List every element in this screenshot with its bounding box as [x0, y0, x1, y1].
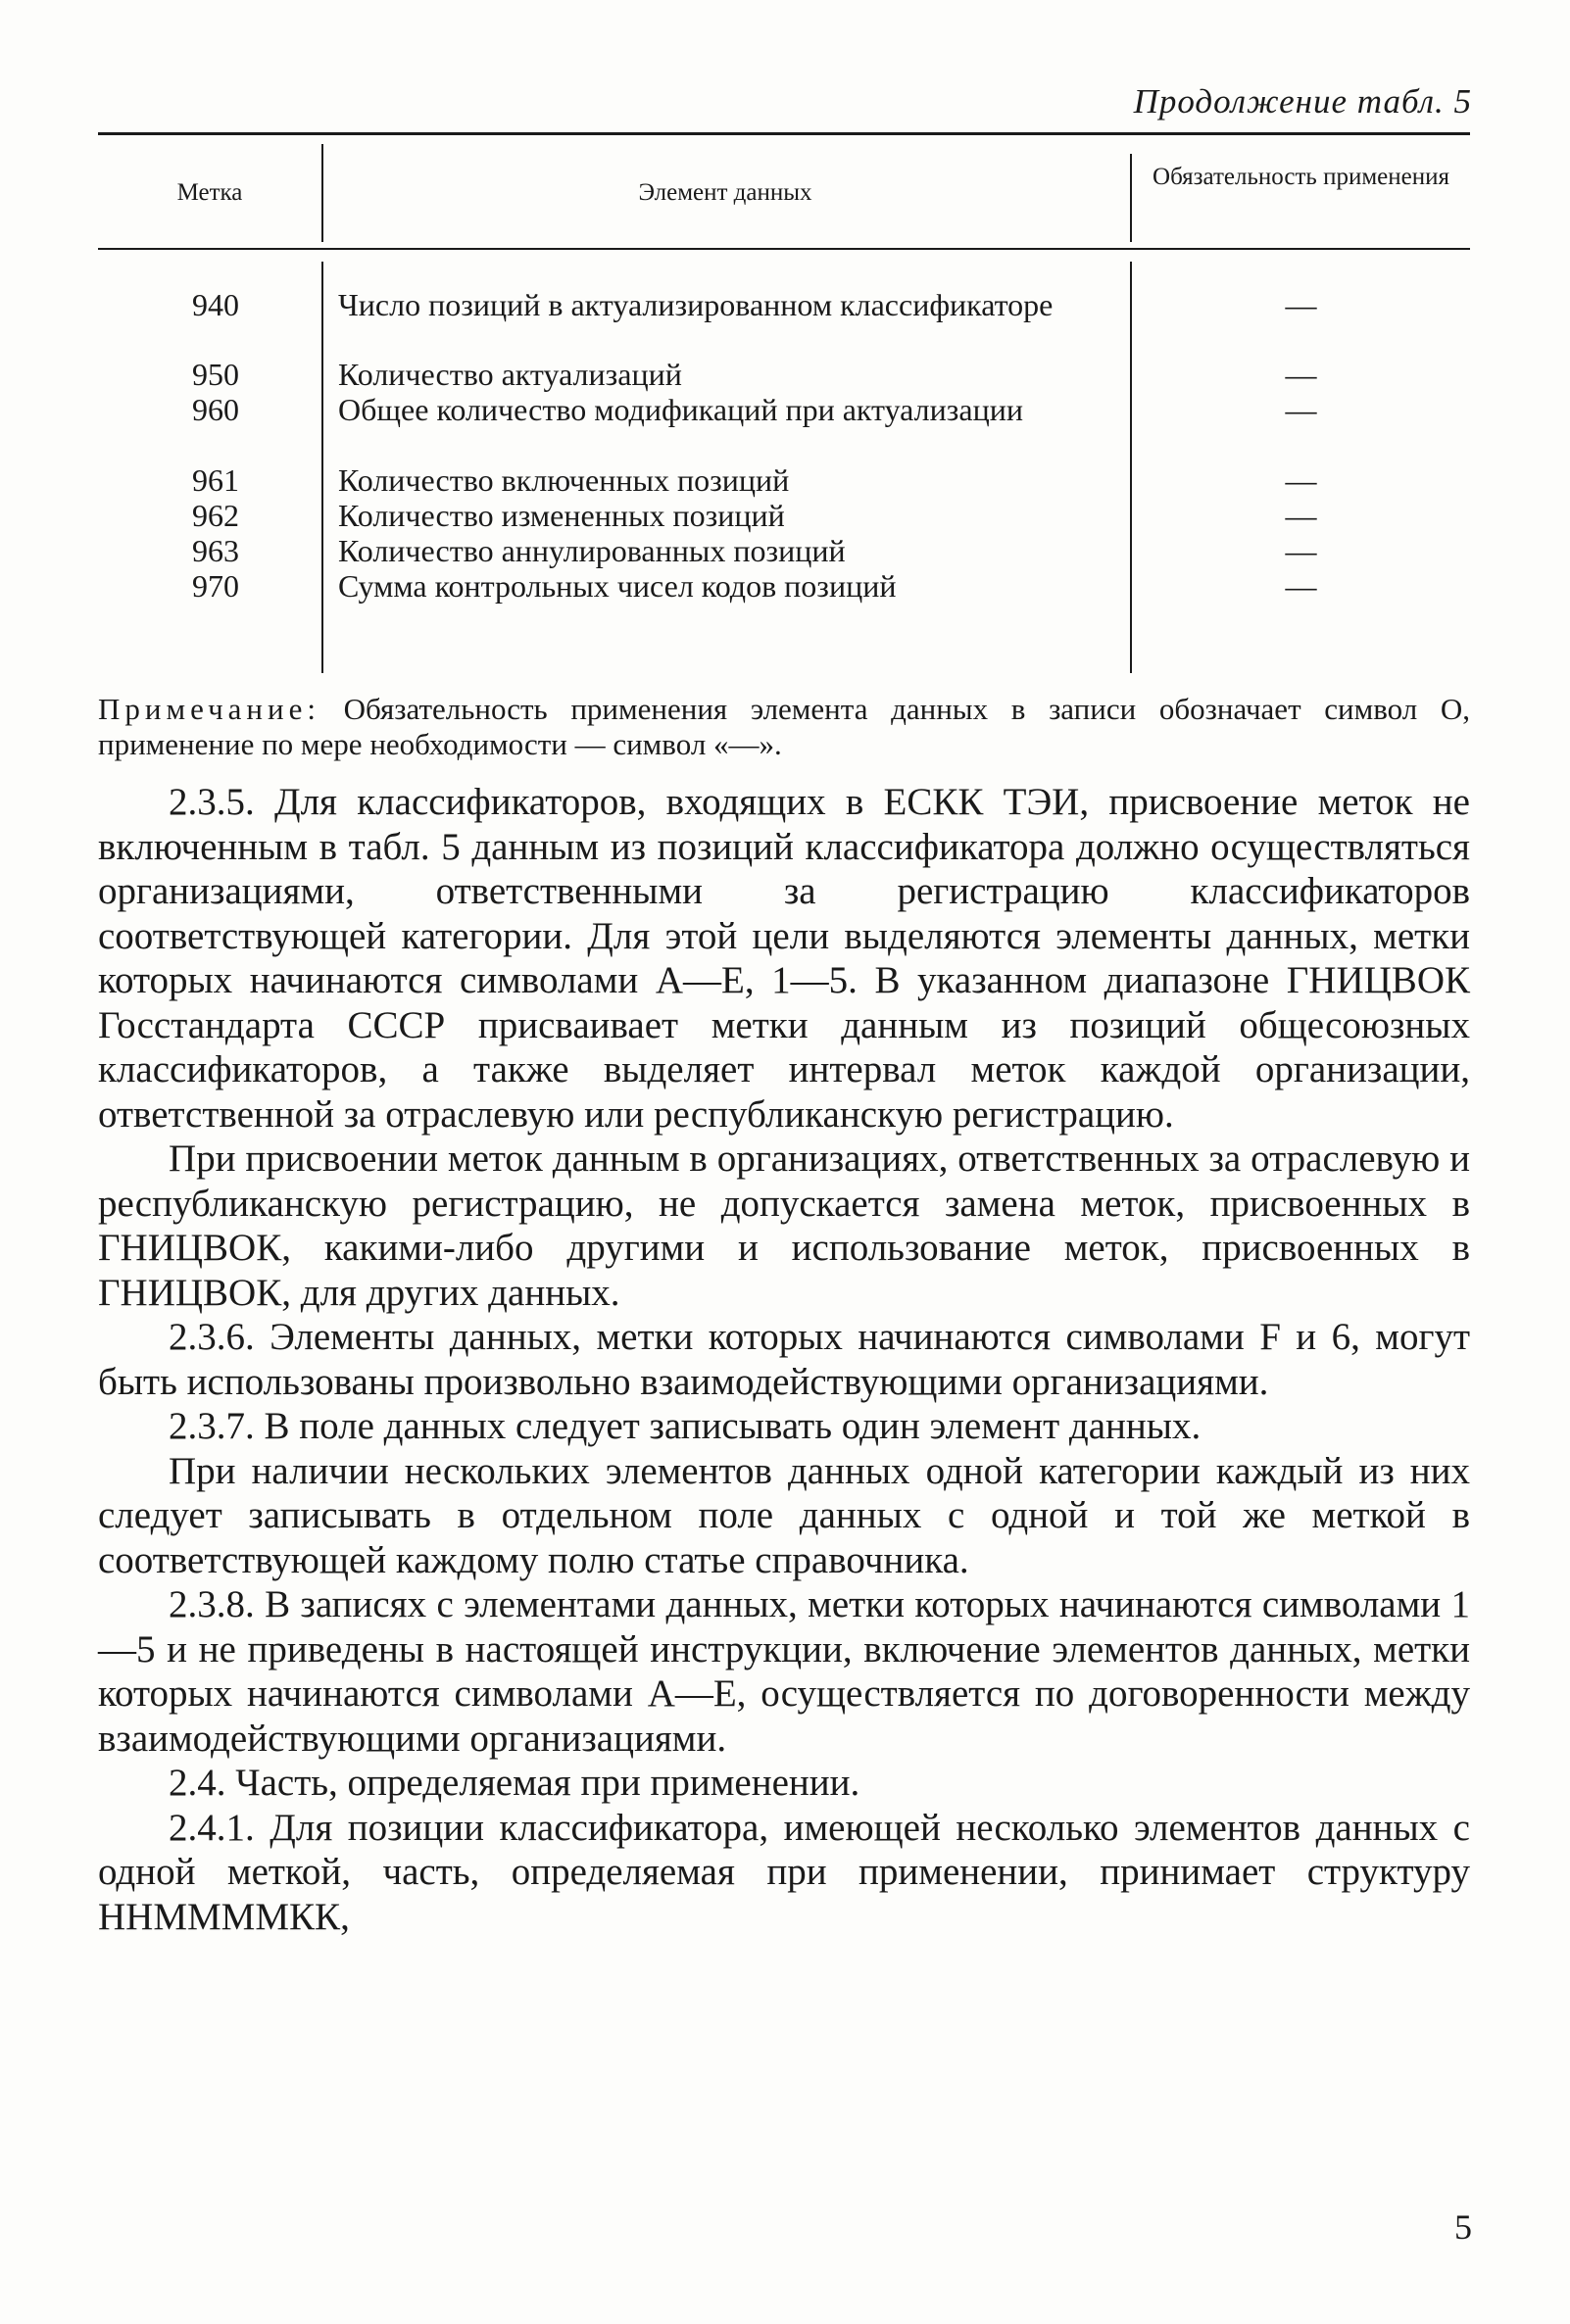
- row-description: Сумма контрольных чисел кодов позиций: [338, 568, 897, 604]
- body-text: [98, 780, 1470, 1939]
- table-top-rule: [98, 132, 1470, 135]
- paragraph-2-3-8: 2.3.8. В записях с элементами данных, метки которых начинаются символами 1—5 и не приведены в настоящей инструкции, включение элементов данных, метки которых начинаются символами А—Е, осуществляется по договоренности между взаимодействующими организациями.: [98, 1583, 1470, 1760]
- paragraph-multiple-elements: При наличии нескольких элементов данных одной категории каждый из них следует записывать в отдельном поле данных с одной и той же меткой в соответствующей каждому полю статье справочника.: [98, 1449, 1470, 1581]
- row-description: Количество включенных позиций: [338, 462, 790, 498]
- note-label: Примечание:: [98, 692, 320, 726]
- row-description: Количество измененных позиций: [338, 498, 785, 533]
- row-description: Общее количество модификаций при актуализации: [338, 392, 1023, 427]
- page-number: 5: [1454, 2207, 1472, 2247]
- table-note: [98, 692, 1470, 762]
- row-description: Число позиций в актуализированном классификаторе: [338, 287, 1054, 322]
- row-code: 962: [192, 498, 239, 533]
- row-requirement: —: [1285, 287, 1317, 322]
- row-description: Количество аннулированных позиций: [338, 533, 846, 568]
- row-code: 963: [192, 533, 239, 568]
- row-code: 970: [192, 568, 239, 604]
- column-header-data-element: Элемент данных: [638, 179, 812, 206]
- paragraph-2-3-7: 2.3.7. В поле данных следует записывать один элемент данных.: [169, 1405, 1202, 1447]
- paragraph-2-4: 2.4. Часть, определяемая при применении.: [169, 1762, 860, 1804]
- column-header-label: Метка: [176, 179, 243, 206]
- row-requirement: —: [1285, 357, 1317, 392]
- row-requirement: —: [1285, 392, 1317, 427]
- row-code: 960: [192, 392, 239, 427]
- paragraph-2-3-5: 2.3.5. Для классификаторов, входящих в ЕСКК ТЭИ, присвоение меток не включенным в табл. 5 данным из позиций классификатора должно осуществляться организациями, ответственными за регистрацию классификаторов соответствующей категории. Для этой цели выделяются элементы данных, метки которых начинаются символами А—Е, 1—5. В указанном диапазоне ГНИЦВОК Госстандарта СССР присваивает метки данным из позиций общесоюзных классификаторов, а также выделяет интервал меток каждой организации, ответственной за отраслевую или республиканскую регистрацию.: [98, 781, 1470, 1136]
- paragraph-2-3-6: 2.3.6. Элементы данных, метки которых начинаются символами F и 6, могут быть использованы произвольно взаимодействующими организациями.: [98, 1316, 1470, 1403]
- table-header-rule: [98, 248, 1470, 250]
- paragraph-assignment: При присвоении меток данным в организациях, ответственных за отраслевую и республиканскую регистрацию, не допускается замена меток, присвоенных в ГНИЦВОК, какими-либо другими и использование меток, присвоенных в ГНИЦВОК, для других данных.: [98, 1138, 1470, 1314]
- row-code: 961: [192, 462, 239, 498]
- row-requirement: —: [1285, 533, 1317, 568]
- column-header-requirement: Обязательность применения: [1153, 164, 1449, 190]
- table-continuation-caption: Продолжение табл. 5: [1133, 82, 1472, 121]
- row-requirement: —: [1285, 462, 1317, 498]
- row-requirement: —: [1285, 498, 1317, 533]
- row-description: Количество актуализаций: [338, 357, 682, 392]
- row-code: 950: [192, 357, 239, 392]
- row-requirement: —: [1285, 568, 1317, 604]
- body-divider-1: [321, 262, 323, 673]
- row-code: 940: [192, 287, 239, 322]
- paragraph-2-4-1: 2.4.1. Для позиции классификатора, имеющей несколько элементов данных с одной меткой, часть, определяемая при применении, принимает структуру ННММММКК,: [98, 1806, 1470, 1938]
- note-text: Обязательность применения элемента данных в записи обозначает символ О, применение по мере необходимости — символ «—».: [98, 692, 1470, 761]
